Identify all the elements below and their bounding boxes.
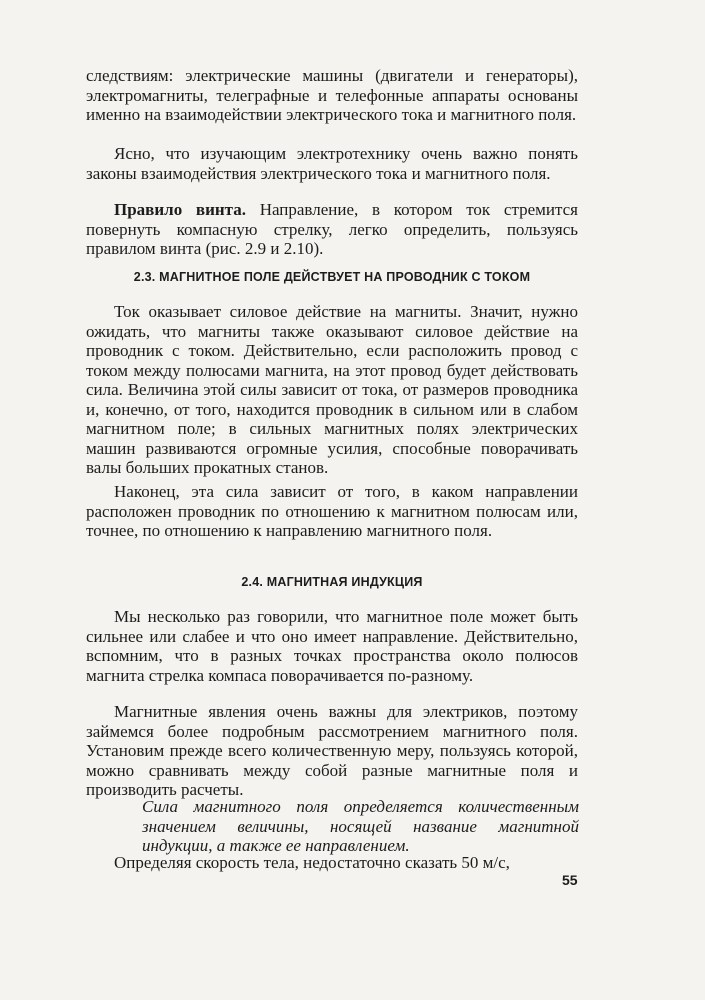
- definition-magnetic-induction: Сила магнитного поля определяется количественным значением величины, носящей название магнитной индукции, а также ее направлением.: [142, 797, 579, 855]
- section-heading-2-3: 2.3. МАГНИТНОЕ ПОЛЕ ДЕЙСТВУЕТ НА ПРОВОДНИК С ТОКОМ: [133, 270, 531, 284]
- paragraph-consequences: следствиям: электрические машины (двигатели и генераторы), электромагниты, телеграфные и телефонные аппараты основаны именно на взаимодействии электрического тока и магнитного поля.: [86, 66, 578, 124]
- paragraph-magnetic-phenomena: Магнитные явления очень важны для электриков, поэтому займемся более подробным рассмотрением магнитного поля. Установим прежде всего количественную меру, пользуясь которой, можно сравнивать между собой разные магнитные поля и производить расчеты.: [86, 702, 578, 799]
- paragraph-force-direction: Наконец, эта сила зависит от того, в каком направлении расположен проводник по отношению к магнитном полюсам или, точнее, по отношению к направлению магнитного поля.: [86, 482, 578, 540]
- paragraph-field-strength: Мы несколько раз говорили, что магнитное поле может быть сильнее или слабее и что оно имеет направление. Действительно, вспомним, что в разных точках пространства около полюсов магнита стрелка компаса поворачивается по-разному.: [86, 607, 578, 685]
- paragraph-velocity-example: Определяя скорость тела, недостаточно сказать 50 м/с,: [114, 853, 510, 872]
- paragraph-force-on-conductor: Ток оказывает силовое действие на магниты. Значит, нужно ожидать, что магниты также оказывают силовое действие на проводник с током. Действительно, если расположить провод с током между полюсами магнита, на этот провод будет действовать сила. Величина этой силы зависит от тока, от размеров проводника и, конечно, от того, находится проводник в сильном или в слабом магнитном поле; в сильных магнитных полях электрических машин развиваются огромные усилия, способные поворачивать валы больших прокатных станов.: [86, 302, 578, 477]
- paragraph-importance: Ясно, что изучающим электротехнику очень важно понять законы взаимодействия электрического тока и магнитного поля.: [86, 144, 578, 183]
- screw-rule-lead: Правило винта.: [114, 200, 246, 219]
- page-number: 55: [562, 872, 578, 888]
- screw-rule-text: Направление, в котором ток стремится повернуть компасную стрелку, легко определить, пользуясь правилом винта (рис. 2.9 и 2.10).: [86, 200, 578, 258]
- paragraph-screw-rule: [86, 200, 578, 259]
- section-heading-2-4: 2.4. МАГНИТНАЯ ИНДУКЦИЯ: [241, 575, 423, 589]
